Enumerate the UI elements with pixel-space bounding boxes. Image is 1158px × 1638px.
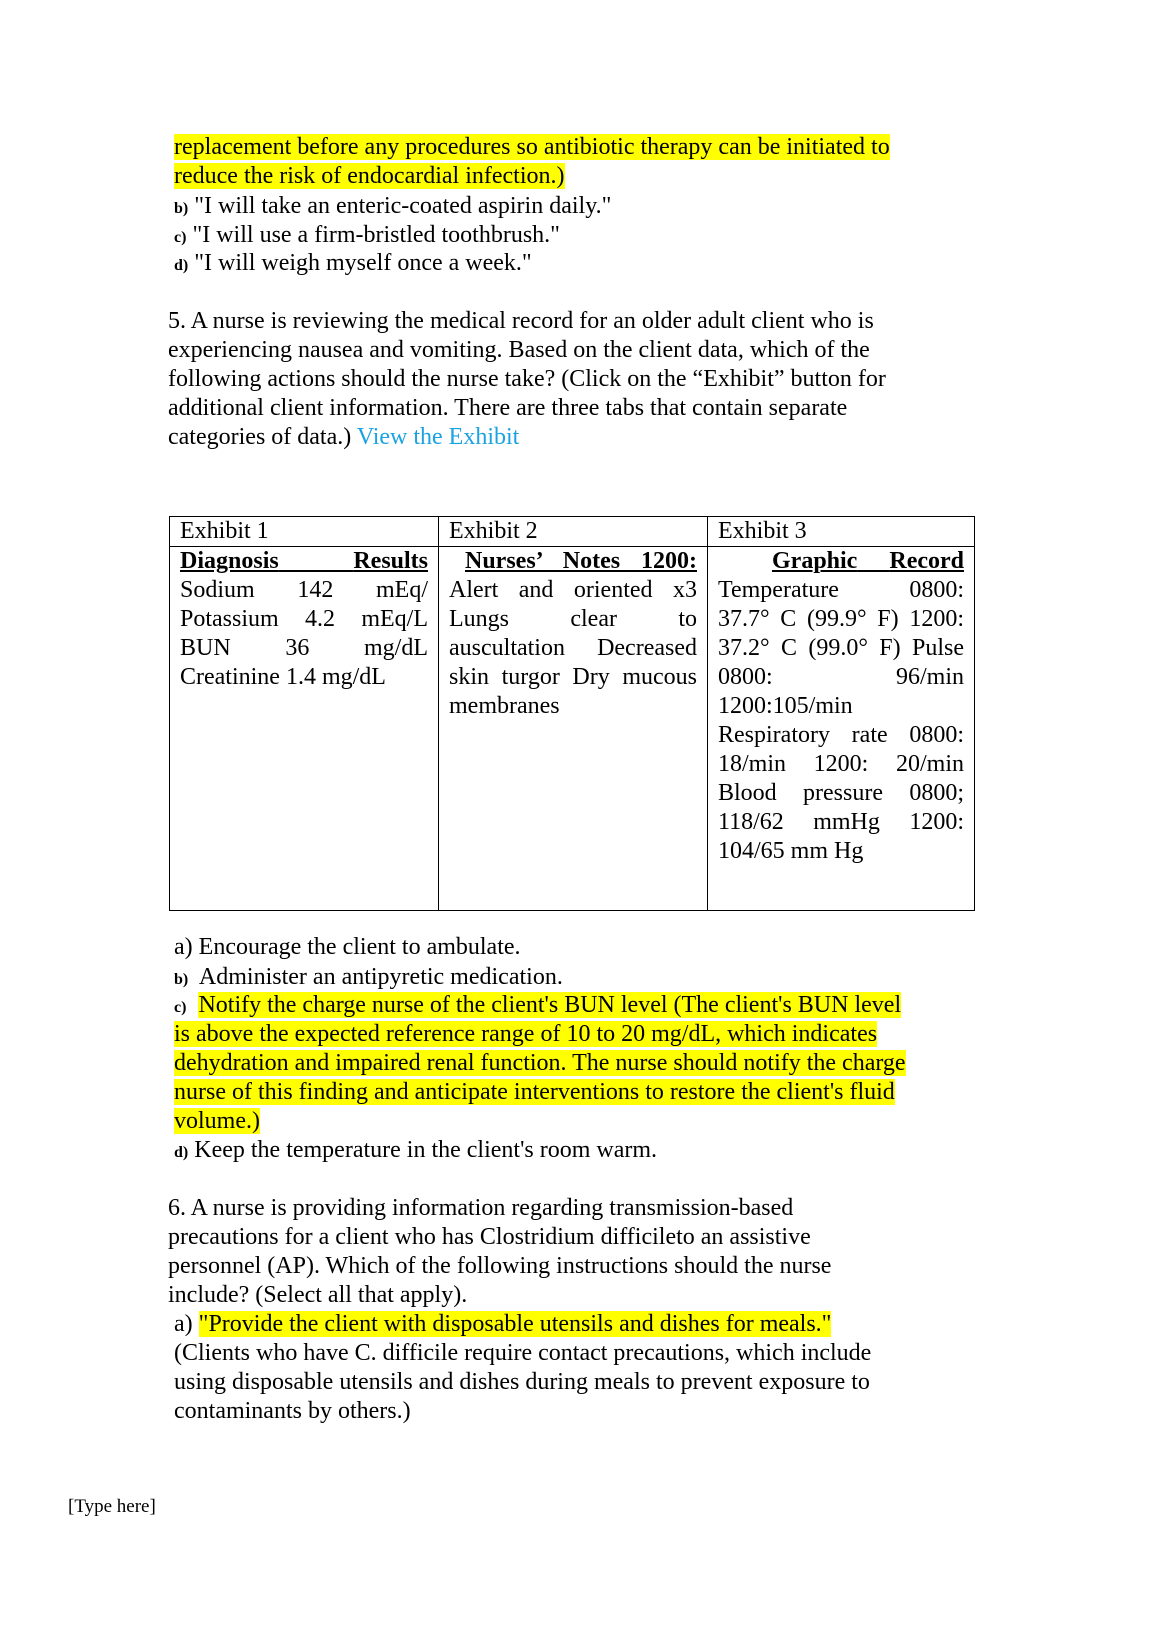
exhibit-heading: Diagnosis Results: [180, 548, 428, 574]
exhibit-3-tab[interactable]: Exhibit 3: [708, 517, 975, 547]
view-exhibit-link[interactable]: View the Exhibit: [356, 424, 520, 450]
rationale: using disposable utensils and dishes during meals to prevent exposure to: [174, 1369, 870, 1395]
option-d: d) Keep the temperature in the client's room warm.: [174, 1137, 658, 1163]
exhibit-1-content: [170, 547, 439, 911]
question-6-text: include? (Select all that apply).: [168, 1282, 468, 1308]
exhibit-heading: Graphic Record: [772, 548, 964, 574]
question-6-text: 6. A nurse is providing information regarding transmission-based: [168, 1195, 794, 1221]
option-a-correct: a) "Provide the client with disposable utensils and dishes for meals.": [174, 1311, 832, 1337]
answer-highlight: dehydration and impaired renal function. The nurse should notify the charge: [174, 1050, 906, 1076]
vital-line: 18/min 1200: 20/min: [718, 751, 964, 777]
vital-line: Respiratory rate 0800:: [718, 722, 964, 748]
vital-line: 37.7° C (99.9° F) 1200:: [718, 606, 964, 632]
exhibit-3-content: [708, 547, 975, 911]
question-5-text: 5. A nurse is reviewing the medical record for an older adult client who is: [168, 308, 874, 334]
option-b: b) Administer an antipyretic medication.: [174, 964, 563, 990]
note-line: membranes: [449, 693, 560, 719]
question-6-text: personnel (AP). Which of the following instructions should the nurse: [168, 1253, 832, 1279]
answer-highlight: replacement before any procedures so antibiotic therapy can be initiated to: [174, 134, 890, 160]
option-b: b) "I will take an enteric-coated aspirin daily.": [174, 193, 612, 219]
note-line: skin turgor Dry mucous: [449, 664, 697, 690]
exhibit-2-content: [439, 547, 708, 911]
answer-highlight: reduce the risk of endocardial infection.): [174, 163, 565, 189]
option-a: a) Encourage the client to ambulate.: [174, 934, 521, 960]
page-footer: [Type here]: [68, 1496, 156, 1517]
vital-line: 0800: 96/min: [718, 664, 964, 690]
lab-bun: BUN 36 mg/dL: [180, 635, 428, 661]
vital-line: Temperature 0800:: [718, 577, 964, 603]
option-d: d) "I will weigh myself once a week.": [174, 250, 532, 276]
question-5-text: following actions should the nurse take? (Click on the “Exhibit” button for: [168, 366, 886, 392]
answer-highlight: is above the expected reference range of 10 to 20 mg/dL, which indicates: [174, 1021, 878, 1047]
lab-potassium: Potassium 4.2 mEq/L: [180, 606, 428, 632]
answer-highlight: volume.): [174, 1108, 260, 1134]
rationale: contaminants by others.): [174, 1398, 411, 1424]
question-5-text: categories of data.) View the Exhibit: [168, 424, 520, 450]
note-line: Lungs clear to: [449, 606, 697, 632]
note-line: auscultation Decreased: [449, 635, 697, 661]
answer-highlight: nurse of this finding and anticipate interventions to restore the client's fluid: [174, 1079, 895, 1105]
question-6-text: precautions for a client who has Clostridium difficileto an assistive: [168, 1224, 811, 1250]
question-5-text: experiencing nausea and vomiting. Based on the client data, which of the: [168, 337, 870, 363]
exhibit-table: [169, 516, 975, 911]
note-line: Alert and oriented x3: [449, 577, 697, 603]
vital-line: 118/62 mmHg 1200:: [718, 809, 964, 835]
rationale: (Clients who have C. difficile require contact precautions, which include: [174, 1340, 872, 1366]
option-c-correct: c) Notify the charge nurse of the client's BUN level (The client's BUN level: [174, 992, 902, 1018]
vital-line: Blood pressure 0800;: [718, 780, 964, 806]
exhibit-2-tab[interactable]: Exhibit 2: [439, 517, 708, 547]
option-c: c) "I will use a firm-bristled toothbrush.": [174, 222, 560, 248]
vital-line: 1200:105/min: [718, 693, 853, 719]
lab-sodium: Sodium 142 mEq/: [180, 577, 428, 603]
lab-creatinine: Creatinine 1.4 mg/dL: [180, 664, 386, 690]
question-5-text: additional client information. There are three tabs that contain separate: [168, 395, 848, 421]
vital-line: 37.2° C (99.0° F) Pulse: [718, 635, 964, 661]
exhibit-heading: Nurses’ Notes 1200:: [465, 548, 697, 574]
vital-line: 104/65 mm Hg: [718, 838, 864, 864]
exhibit-1-tab[interactable]: Exhibit 1: [170, 517, 439, 547]
